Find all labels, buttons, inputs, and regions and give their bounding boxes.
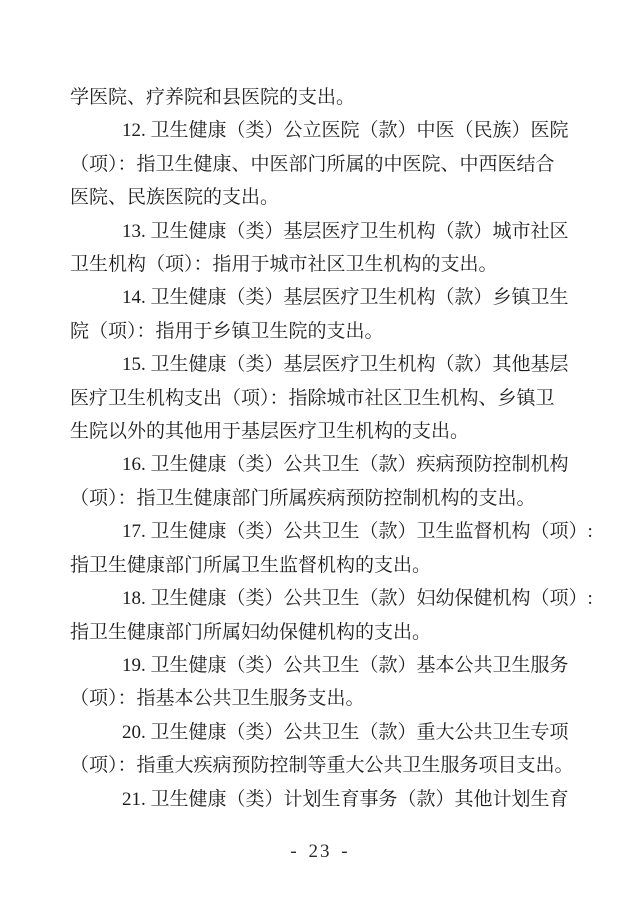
document-line: 21. 卫生健康（类）计划生育事务（款）其他计划生育 bbox=[122, 788, 569, 810]
document-line: 医疗卫生机构支出（项）：指除城市社区卫生机构、乡镇卫 bbox=[70, 387, 555, 409]
document-line: 19. 卫生健康（类）公共卫生（款）基本公共卫生服务 bbox=[122, 654, 569, 676]
document-line: 17. 卫生健康（类）公共卫生（款）卫生监督机构（项）: bbox=[122, 521, 593, 543]
document-line: 指卫生健康部门所属卫生监督机构的支出。 bbox=[70, 554, 432, 576]
document-line: 15. 卫生健康（类）基层医疗卫生机构（款）其他基层 bbox=[122, 354, 569, 376]
document-line: 院（项）：指用于乡镇卫生院的支出。 bbox=[70, 320, 384, 342]
document-line: 卫生机构（项）：指用于城市社区卫生机构的支出。 bbox=[70, 254, 498, 276]
document-line: 生院以外的其他用于基层医疗卫生机构的支出。 bbox=[70, 421, 470, 443]
document-line: （项）：指基本公共卫生服务支出。 bbox=[70, 688, 365, 710]
document-line: 18. 卫生健康（类）公共卫生（款）妇幼保健机构（项）: bbox=[122, 588, 593, 610]
page-number: - 23 - bbox=[290, 841, 350, 862]
document-line: 指卫生健康部门所属妇幼保健机构的支出。 bbox=[70, 621, 432, 643]
document-line: 14. 卫生健康（类）基层医疗卫生机构（款）乡镇卫生 bbox=[122, 287, 569, 309]
document-line: 学医院、疗养院和县医院的支出。 bbox=[70, 87, 356, 108]
document-line: （项）：指卫生健康部门所属疾病预防控制机构的支出。 bbox=[70, 487, 536, 509]
document-line: 16. 卫生健康（类）公共卫生（款）疾病预防控制机构 bbox=[122, 454, 569, 476]
document-line: 12. 卫生健康（类）公立医院（款）中医（民族）医院 bbox=[122, 120, 569, 142]
document-body bbox=[70, 81, 593, 816]
document-line: （项）：指卫生健康、中医部门所属的中医院、中西医结合 bbox=[70, 153, 555, 175]
document-line: 医院、民族医院的支出。 bbox=[70, 187, 280, 209]
document-line: （项）：指重大疾病预防控制等重大公共卫生服务项目支出。 bbox=[70, 755, 574, 777]
document-line: 13. 卫生健康（类）基层医疗卫生机构（款）城市社区 bbox=[122, 220, 569, 242]
document-line: 20. 卫生健康（类）公共卫生（款）重大公共卫生专项 bbox=[122, 721, 569, 743]
